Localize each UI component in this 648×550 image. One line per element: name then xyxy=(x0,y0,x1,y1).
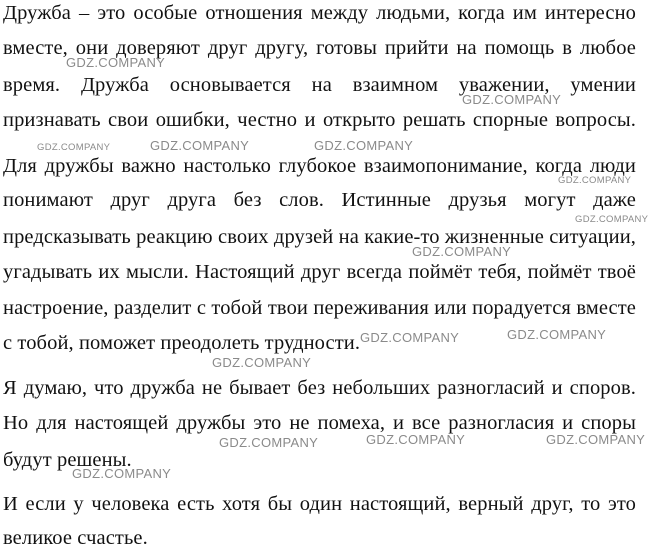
text-line-13: будут решены. xyxy=(3,449,132,471)
text-line-7: предсказывать реакцию своих друзей на какие-то жизненные ситуации, xyxy=(3,226,636,248)
text-line-11: Я думаю, что дружба не бывает без небольших разногласий и споров. xyxy=(3,377,636,399)
watermark-label: GDZ.COMPANY xyxy=(366,432,466,447)
text-line-3: время. Дружба основывается на взаимном уважении, умении xyxy=(3,74,636,96)
text-line-9: настроение, разделит с тобой твои переживания или порадуется вместе xyxy=(3,297,636,319)
watermark-label: GDZ.COMPANY xyxy=(546,432,646,447)
watermark-label: GDZ.COMPANY xyxy=(360,330,460,345)
text-line-6: понимают друг друга без слов. Истинные друзья могут даже xyxy=(3,189,636,211)
watermark-label: GDZ.COMPANY xyxy=(72,466,172,481)
watermark-label: GDZ.COMPANY xyxy=(412,244,512,259)
text-line-4: признавать свои ошибки, честно и открыто решать спорные вопросы. xyxy=(3,109,636,131)
watermark-label: GDZ.COMPANY xyxy=(575,214,648,225)
watermark-label: GDZ.COMPANY xyxy=(558,175,632,186)
text-line-5: Для дружбы важно настолько глубокое взаимопонимание, когда люди xyxy=(3,155,636,177)
text-line-2: вместе, они доверяют друг другу, готовы прийти на помощь в любое xyxy=(3,37,636,59)
text-line-12: Но для настоящей дружбы это не помеха, и все разногласия и споры xyxy=(3,412,636,434)
watermark-label: GDZ.COMPANY xyxy=(314,138,414,153)
text-line-1: Дружба – это особые отношения между людьми, когда им интересно xyxy=(3,2,636,24)
watermark-label: GDZ.COMPANY xyxy=(219,435,319,450)
watermark-label: GDZ.COMPANY xyxy=(462,92,562,107)
text-line-14: И если у человека есть хотя бы один настоящий, верный друг, то это xyxy=(3,493,636,515)
text-line-10: с тобой, поможет преодолеть трудности. xyxy=(3,332,361,354)
text-line-8: угадывать их мысли. Настоящий друг всегда поймёт тебя, поймёт твоё xyxy=(3,261,636,283)
watermark-label: GDZ.COMPANY xyxy=(66,55,166,70)
watermark-label: GDZ.COMPANY xyxy=(150,138,250,153)
watermark-label: GDZ.COMPANY xyxy=(37,142,111,153)
watermark-label: GDZ.COMPANY xyxy=(507,327,607,342)
text-line-15: великое счастье. xyxy=(3,527,148,549)
watermark-label: GDZ.COMPANY xyxy=(212,355,312,370)
